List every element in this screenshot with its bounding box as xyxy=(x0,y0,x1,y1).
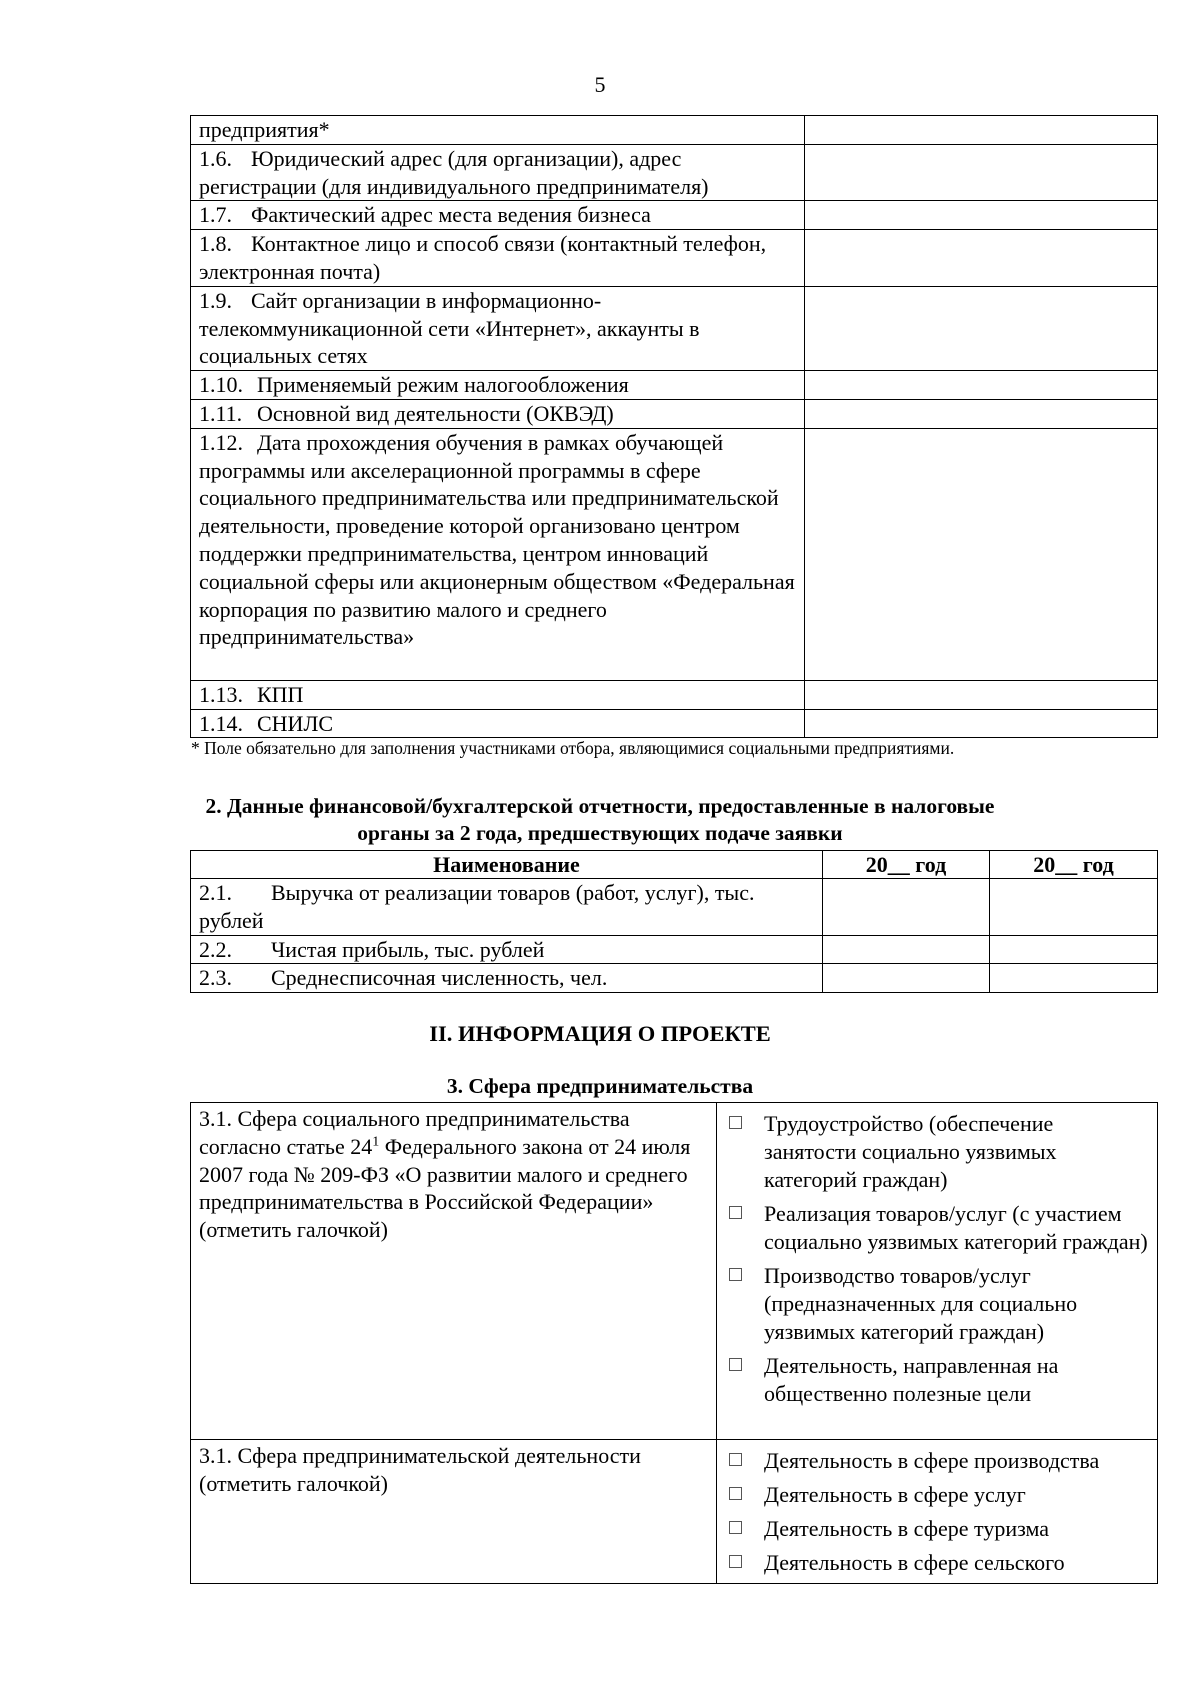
row-label: 1.6. Юридический адрес (для организации), адрес регистрации (для индивидуального предпринимателя) xyxy=(191,144,805,201)
checkbox[interactable] xyxy=(729,1521,742,1534)
checkbox[interactable] xyxy=(729,1487,742,1500)
row-label: 1.14. СНИЛС xyxy=(191,709,805,738)
applicant-info-table xyxy=(190,115,1158,738)
value-cell[interactable] xyxy=(805,116,1158,145)
value-cell[interactable] xyxy=(805,680,1158,709)
checkbox-option[interactable]: Деятельность в сфере туризма xyxy=(725,1515,1149,1543)
checkbox-option[interactable]: Деятельность в сфере сельского xyxy=(725,1549,1149,1577)
row-label: предприятия* xyxy=(191,116,805,145)
options-cell xyxy=(717,1440,1158,1584)
section-3-title: 3. Сфера предпринимательства xyxy=(446,1074,754,1098)
row-label: 1.9. Сайт организации в информационно-телекоммуникационной сети «Интернет», аккаунты в социальных сетях xyxy=(191,286,805,370)
value-cell[interactable] xyxy=(990,964,1158,993)
checkbox[interactable] xyxy=(729,1268,742,1281)
row-label: 1.10. Применяемый режим налогообложения xyxy=(191,371,805,400)
row-label: 2.1. Выручка от реализации товаров (работ, услуг), тыс. рублей xyxy=(191,879,823,936)
value-cell[interactable] xyxy=(823,935,990,964)
row-label: 1.7. Фактический адрес места ведения бизнеса xyxy=(191,201,805,230)
value-cell[interactable] xyxy=(805,371,1158,400)
value-cell[interactable] xyxy=(990,935,1158,964)
checkbox[interactable] xyxy=(729,1206,742,1219)
table-row xyxy=(191,286,1158,370)
checkbox-option[interactable]: Деятельность в сфере производства xyxy=(725,1447,1149,1475)
table-row xyxy=(191,1440,1158,1584)
value-cell[interactable] xyxy=(805,230,1158,287)
checkbox-option[interactable]: Реализация товаров/услуг (с участием социально уязвимых категорий граждан) xyxy=(725,1200,1149,1256)
section-ii-title: II. ИНФОРМАЦИЯ О ПРОЕКТЕ xyxy=(429,1021,771,1046)
checkbox-option[interactable]: Деятельность в сфере услуг xyxy=(725,1481,1149,1509)
table-row xyxy=(191,879,1158,936)
row-label: 1.8. Контактное лицо и способ связи (контактный телефон, электронная почта) xyxy=(191,230,805,287)
row-label: 3.1. Сфера социального предпринимательства согласно статье $24^1$ Федерального закона от 24 июля 2007 года № 209-ФЗ «О развитии малого и среднего предпринимательства в Российской Федерации» (отметить галочкой) xyxy=(191,1103,717,1440)
footnote: * Поле обязательно для заполнения участниками отбора, являющимися социальными предприятиями. xyxy=(191,738,955,758)
value-cell[interactable] xyxy=(805,144,1158,201)
options-cell xyxy=(717,1103,1158,1440)
table-row xyxy=(191,935,1158,964)
business-sphere-table xyxy=(190,1102,1158,1584)
row-label: 3.1. Сфера предпринимательской деятельности (отметить галочкой) xyxy=(191,1440,717,1584)
table-row xyxy=(191,144,1158,201)
column-header-name: Наименование xyxy=(191,851,823,879)
row-label: 1.11. Основной вид деятельности (ОКВЭД) xyxy=(191,399,805,428)
table-row xyxy=(191,709,1158,738)
table-row xyxy=(191,964,1158,993)
value-cell[interactable] xyxy=(805,709,1158,738)
table-row xyxy=(191,399,1158,428)
row-label: 1.12. Дата прохождения обучения в рамках обучающей программы или акселерационной программы в сфере социального предпринимательства или предпринимательской деятельности, проведение которой организовано центром поддержки предпринимательства, центром инноваций социальной сферы или акционерным обществом «Федеральная корпорация по развитию малого и среднего предпринимательства» xyxy=(191,428,805,680)
table-row xyxy=(191,201,1158,230)
row-label: 1.13. КПП xyxy=(191,680,805,709)
table-row xyxy=(191,371,1158,400)
value-cell[interactable] xyxy=(823,964,990,993)
table-header-row xyxy=(191,851,1158,879)
checkbox[interactable] xyxy=(729,1555,742,1568)
table-row xyxy=(191,680,1158,709)
page-number: 5 xyxy=(594,72,606,97)
table-row xyxy=(191,230,1158,287)
row-label: 2.3. Среднесписочная численность, чел. xyxy=(191,964,823,993)
column-header-year-2: 20__ год xyxy=(990,851,1158,879)
value-cell[interactable] xyxy=(805,286,1158,370)
column-header-year-1: 20__ год xyxy=(823,851,990,879)
row-label: 2.2. Чистая прибыль, тыс. рублей xyxy=(191,935,823,964)
checkbox[interactable] xyxy=(729,1358,742,1371)
financial-table xyxy=(190,850,1158,993)
value-cell[interactable] xyxy=(823,879,990,936)
value-cell[interactable] xyxy=(805,201,1158,230)
value-cell[interactable] xyxy=(990,879,1158,936)
table-row xyxy=(191,116,1158,145)
checkbox[interactable] xyxy=(729,1116,742,1129)
table-row xyxy=(191,428,1158,680)
table-row xyxy=(191,1103,1158,1440)
value-cell[interactable] xyxy=(805,399,1158,428)
checkbox-option[interactable]: Трудоустройство (обеспечение занятости социально уязвимых категорий граждан) xyxy=(725,1110,1149,1194)
checkbox-option[interactable]: Деятельность, направленная на общественно полезные цели xyxy=(725,1352,1149,1408)
checkbox[interactable] xyxy=(729,1453,742,1466)
section-2-title: 2. Данные финансовой/бухгалтерской отчетности, предоставленные в налоговые органы за 2 года, предшествующих подаче заявки xyxy=(205,794,995,845)
value-cell[interactable] xyxy=(805,428,1158,680)
checkbox-option[interactable]: Производство товаров/услуг (предназначенных для социально уязвимых категорий граждан) xyxy=(725,1262,1149,1346)
